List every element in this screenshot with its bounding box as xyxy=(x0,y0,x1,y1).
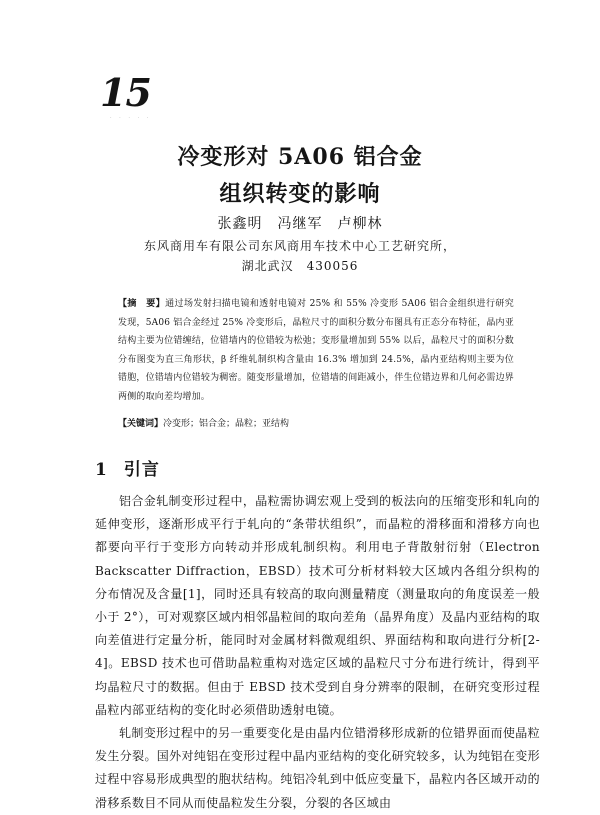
keywords-label: 【关键词】 xyxy=(118,419,164,429)
affiliation-line-2: 湖北武汉 430056 xyxy=(241,259,359,273)
keywords-text: 冷变形；铝合金；晶粒；亚结构 xyxy=(163,419,290,429)
chapter-ornament: · · · · · xyxy=(110,115,152,121)
paragraph-1: 铝合金轧制变形过程中，晶粒需协调宏观上受到的板法向的压缩变形和轧向的延伸变形，逐渐形成平行于轧向的“条带状组织”，而晶粒的滑移面和滑移方向也都要向平行于变形方向转动并形成轧制织构。利用电子背散射衍射（Electron Backscatter Diffraction，EBSD）技术可分析材料较大区域内各组分织构的分布情况及含量[1]，同时还具有较高的取向测量精度（测量取向的角度误差一般小于 2°），可对观察区域内相邻晶粒间的取向差角（晶界角度）及晶内亚结构的取向差值进行定量分析，能同时对金属材料微观组织、界面结构和取向进行分析[2-4]。EBSD 技术也可借助晶粒重构对选定区域的晶粒尺寸分布进行统计，得到平均晶粒尺寸的数据。但由于 EBSD 技术受到自身分辨率的限制，在研究变形过程晶粒内部亚结构的变化时必须借助透射电镜。 xyxy=(95,494,540,717)
abstract xyxy=(118,295,514,407)
abstract-label: 【摘 要】 xyxy=(118,299,166,309)
affiliation-line-1: 东风商用车有限公司东风商用车技术中心工艺研究所， xyxy=(143,239,456,253)
title-line-1: 冷变形对 5A06 铝合金 xyxy=(177,144,423,170)
paragraph-2: 轧制变形过程中的另一重要变化是由晶内位错滑移形成新的位错界面而使晶粒发生分裂。国外对纯铝在变形过程中晶内亚结构的变化研究较多，认为纯铝在变形过程中容易形成典型的胞状结构。纯铝冷轧到中低应变量下，晶粒内各区域开动的滑移系数目不同从而使晶粒发生分裂，分裂的各区域由 xyxy=(95,726,540,810)
section-number: 1 xyxy=(95,460,108,480)
section-title: 引言 xyxy=(123,460,160,480)
body-text xyxy=(95,490,540,815)
authors: 张鑫明 冯继军 卢柳林 xyxy=(217,216,383,232)
abstract-text: 通过场发射扫描电镜和透射电镜对 25% 和 55% 冷变形 5A06 铝合金组织进行研究发现，5A06 铝合金经过 25% 冷变形后，晶粒尺寸的面积分数分布图具有正态分布特征，晶内亚结构主要为位错缠结，位错墙内的位错较为松弛；变形量增加到 55% 以后，晶粒尺寸的面积分数分布图变为直三角形状，β 纤维轧制织构含量由 16.3% 增加到 24.5%，晶内亚结构则主要为位错胞，位错墙内位错较为稠密。随变形量增加，位错墙的间距减小，伴生位错边界和几何必需边界两侧的取向差均增加。 xyxy=(118,299,514,402)
title-line-2: 组织转变的影响 xyxy=(219,181,381,207)
keywords xyxy=(118,415,514,433)
section-heading xyxy=(95,455,160,480)
chapter-number: 15 xyxy=(100,70,151,115)
